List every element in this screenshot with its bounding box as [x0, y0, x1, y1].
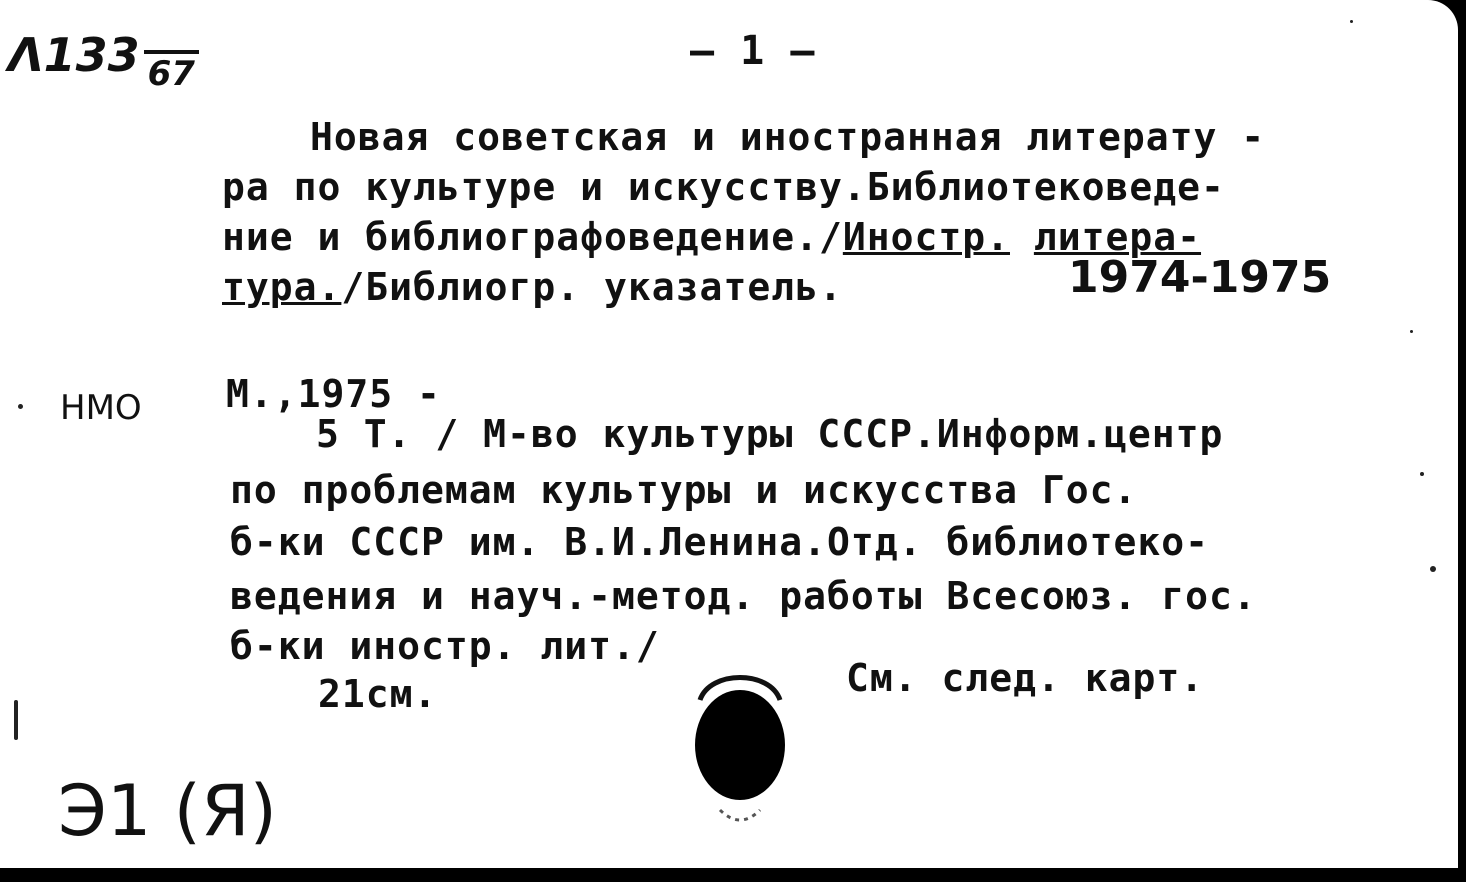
size: 21см. — [318, 672, 438, 716]
title-line-4-text: /Библиогр. указатель. — [341, 265, 843, 309]
series-underlined-1: Иностр. — [842, 215, 1010, 259]
classification: Э1 (Я) — [58, 770, 277, 852]
years-handwritten: 1974-1975 — [1068, 252, 1332, 303]
call-number-main: Λ133 — [8, 28, 140, 82]
call-number — [8, 28, 199, 94]
speck — [1350, 20, 1353, 23]
speck — [14, 700, 18, 740]
speck — [1410, 330, 1413, 333]
side-note: НМО — [60, 388, 142, 428]
speck — [18, 404, 23, 409]
body-line-3: ведения и науч.-метод. работы Всесоюз. гос. — [230, 574, 1257, 618]
title-line-2: ра по культуре и искусству.Библиотековеде- — [222, 165, 1225, 209]
call-number-sub: 67 — [144, 50, 199, 94]
imprint: М.,1975 - — [226, 372, 441, 416]
title-line-3-space — [1010, 215, 1034, 259]
title-line-1: Новая советская и иностранная литерату - — [310, 115, 1266, 159]
title-line-3 — [222, 215, 1201, 259]
speck — [1420, 472, 1424, 476]
series-underlined-2: литера- — [1033, 215, 1202, 259]
body-line-4: б-ки иностр. лит./ — [230, 624, 660, 668]
body-line-1: по проблемам культуры и искусства Гос. — [230, 468, 1138, 512]
scan-edge-bottom — [0, 868, 1466, 882]
series-underlined-3: тура. — [222, 265, 342, 309]
page-marker: — 1 — — [690, 28, 816, 74]
scan-edge-right — [1458, 0, 1466, 882]
continued-note: См. след. карт. — [846, 656, 1205, 700]
punch-hole-icon — [680, 660, 800, 840]
volume-line: 5 Т. / М-во культуры СССР.Информ.центр — [316, 412, 1224, 456]
title-line-4 — [222, 265, 843, 309]
speck — [1430, 566, 1436, 572]
body-line-2: б-ки СССР им. В.И.Ленина.Отд. библиотеко- — [230, 520, 1209, 564]
title-line-3-text: ние и библиографоведение./ — [222, 215, 843, 259]
